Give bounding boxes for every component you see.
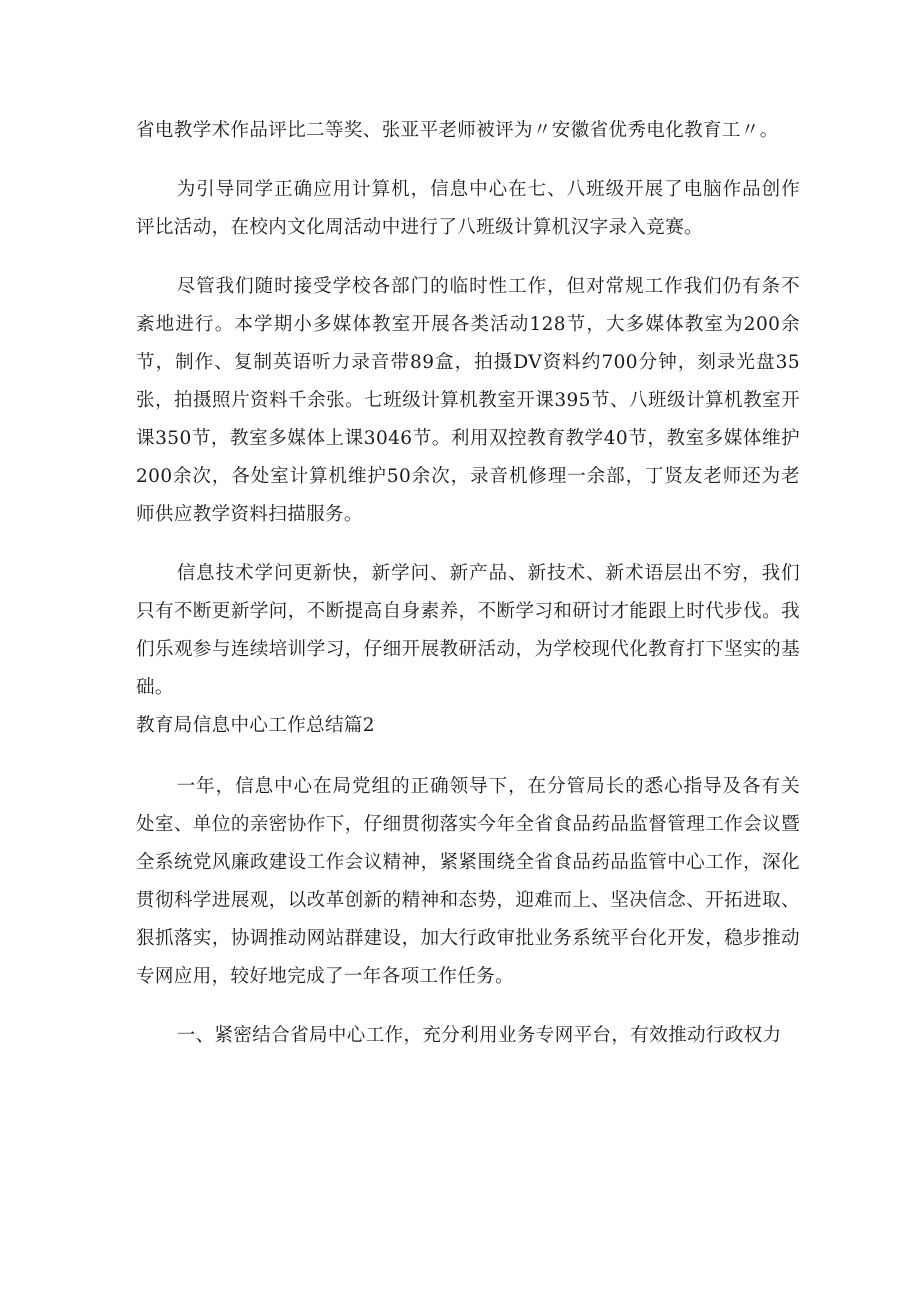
paragraph-section-one: 一、紧密结合省局中心工作，充分利用业务专网平台，有效推动行政权力 [176,1025,782,1046]
paragraph-computer-contest: 为引导同学正确应用计算机，信息中心在七、八班级开展了电脑作品创作评比活动，在校内文化周活动中进行了八班级计算机汉字录入竞赛。 [136,179,800,238]
paragraph-award-continuation: 省电教学术作品评比二等奖、张亚平老师被评为〃安徽省优秀电化教育工〃。 [136,120,779,141]
section-heading: 教育局信息中心工作总结篇2 [136,715,375,736]
document-page [136,112,800,1076]
paragraph-annual-summary: 一年，信息中心在局党组的正确领导下，在分管局长的悉心指导及各有关处室、单位的亲密协作下，仔细贯彻落实今年全省食品药品监督管理工作会议暨全系统党风廉政建设工作会议精神，紧紧围绕全省食品药品监管中心工作，深化贯彻科学进展观，以改革创新的精神和态势，迎难而上、坚决信念、开拓进取、狠抓落实，协调推动网站群建设，加大行政审批业务系统平台化开发，稳步推动专网应用，较好地完成了一年各项工作任务。 [136,776,800,987]
paragraph-training: 信息技术学问更新快，新学问、新产品、新技术、新术语层出不穷，我们只有不断更新学问，不断提高自身素养，不断学习和研讨才能跟上时代步伐。我们乐观参与连续培训学习，仔细开展教研活动，为学校现代化教育打下坚实的基础。 [136,563,800,698]
paragraph-routine-work: 尽管我们随时接受学校各部门的临时性工作，但对常规工作我们仍有条不紊地进行。本学期小多媒体教室开展各类活动128节，大多媒体教室为200余节，制作、复制英语听力录音带89盒，拍摄DV资料约700分钟，刻录光盘35张，拍摄照片资料千余张。七班级计算机教室开课395节、八班级计算机教室开课350节，教室多媒体上课3046节。利用双控教育教学40节，教室多媒体维护200余次，各处室计算机维护50余次，录音机修理一余部，丁贤友老师还为老师供应教学资料扫描服务。 [136,276,800,525]
